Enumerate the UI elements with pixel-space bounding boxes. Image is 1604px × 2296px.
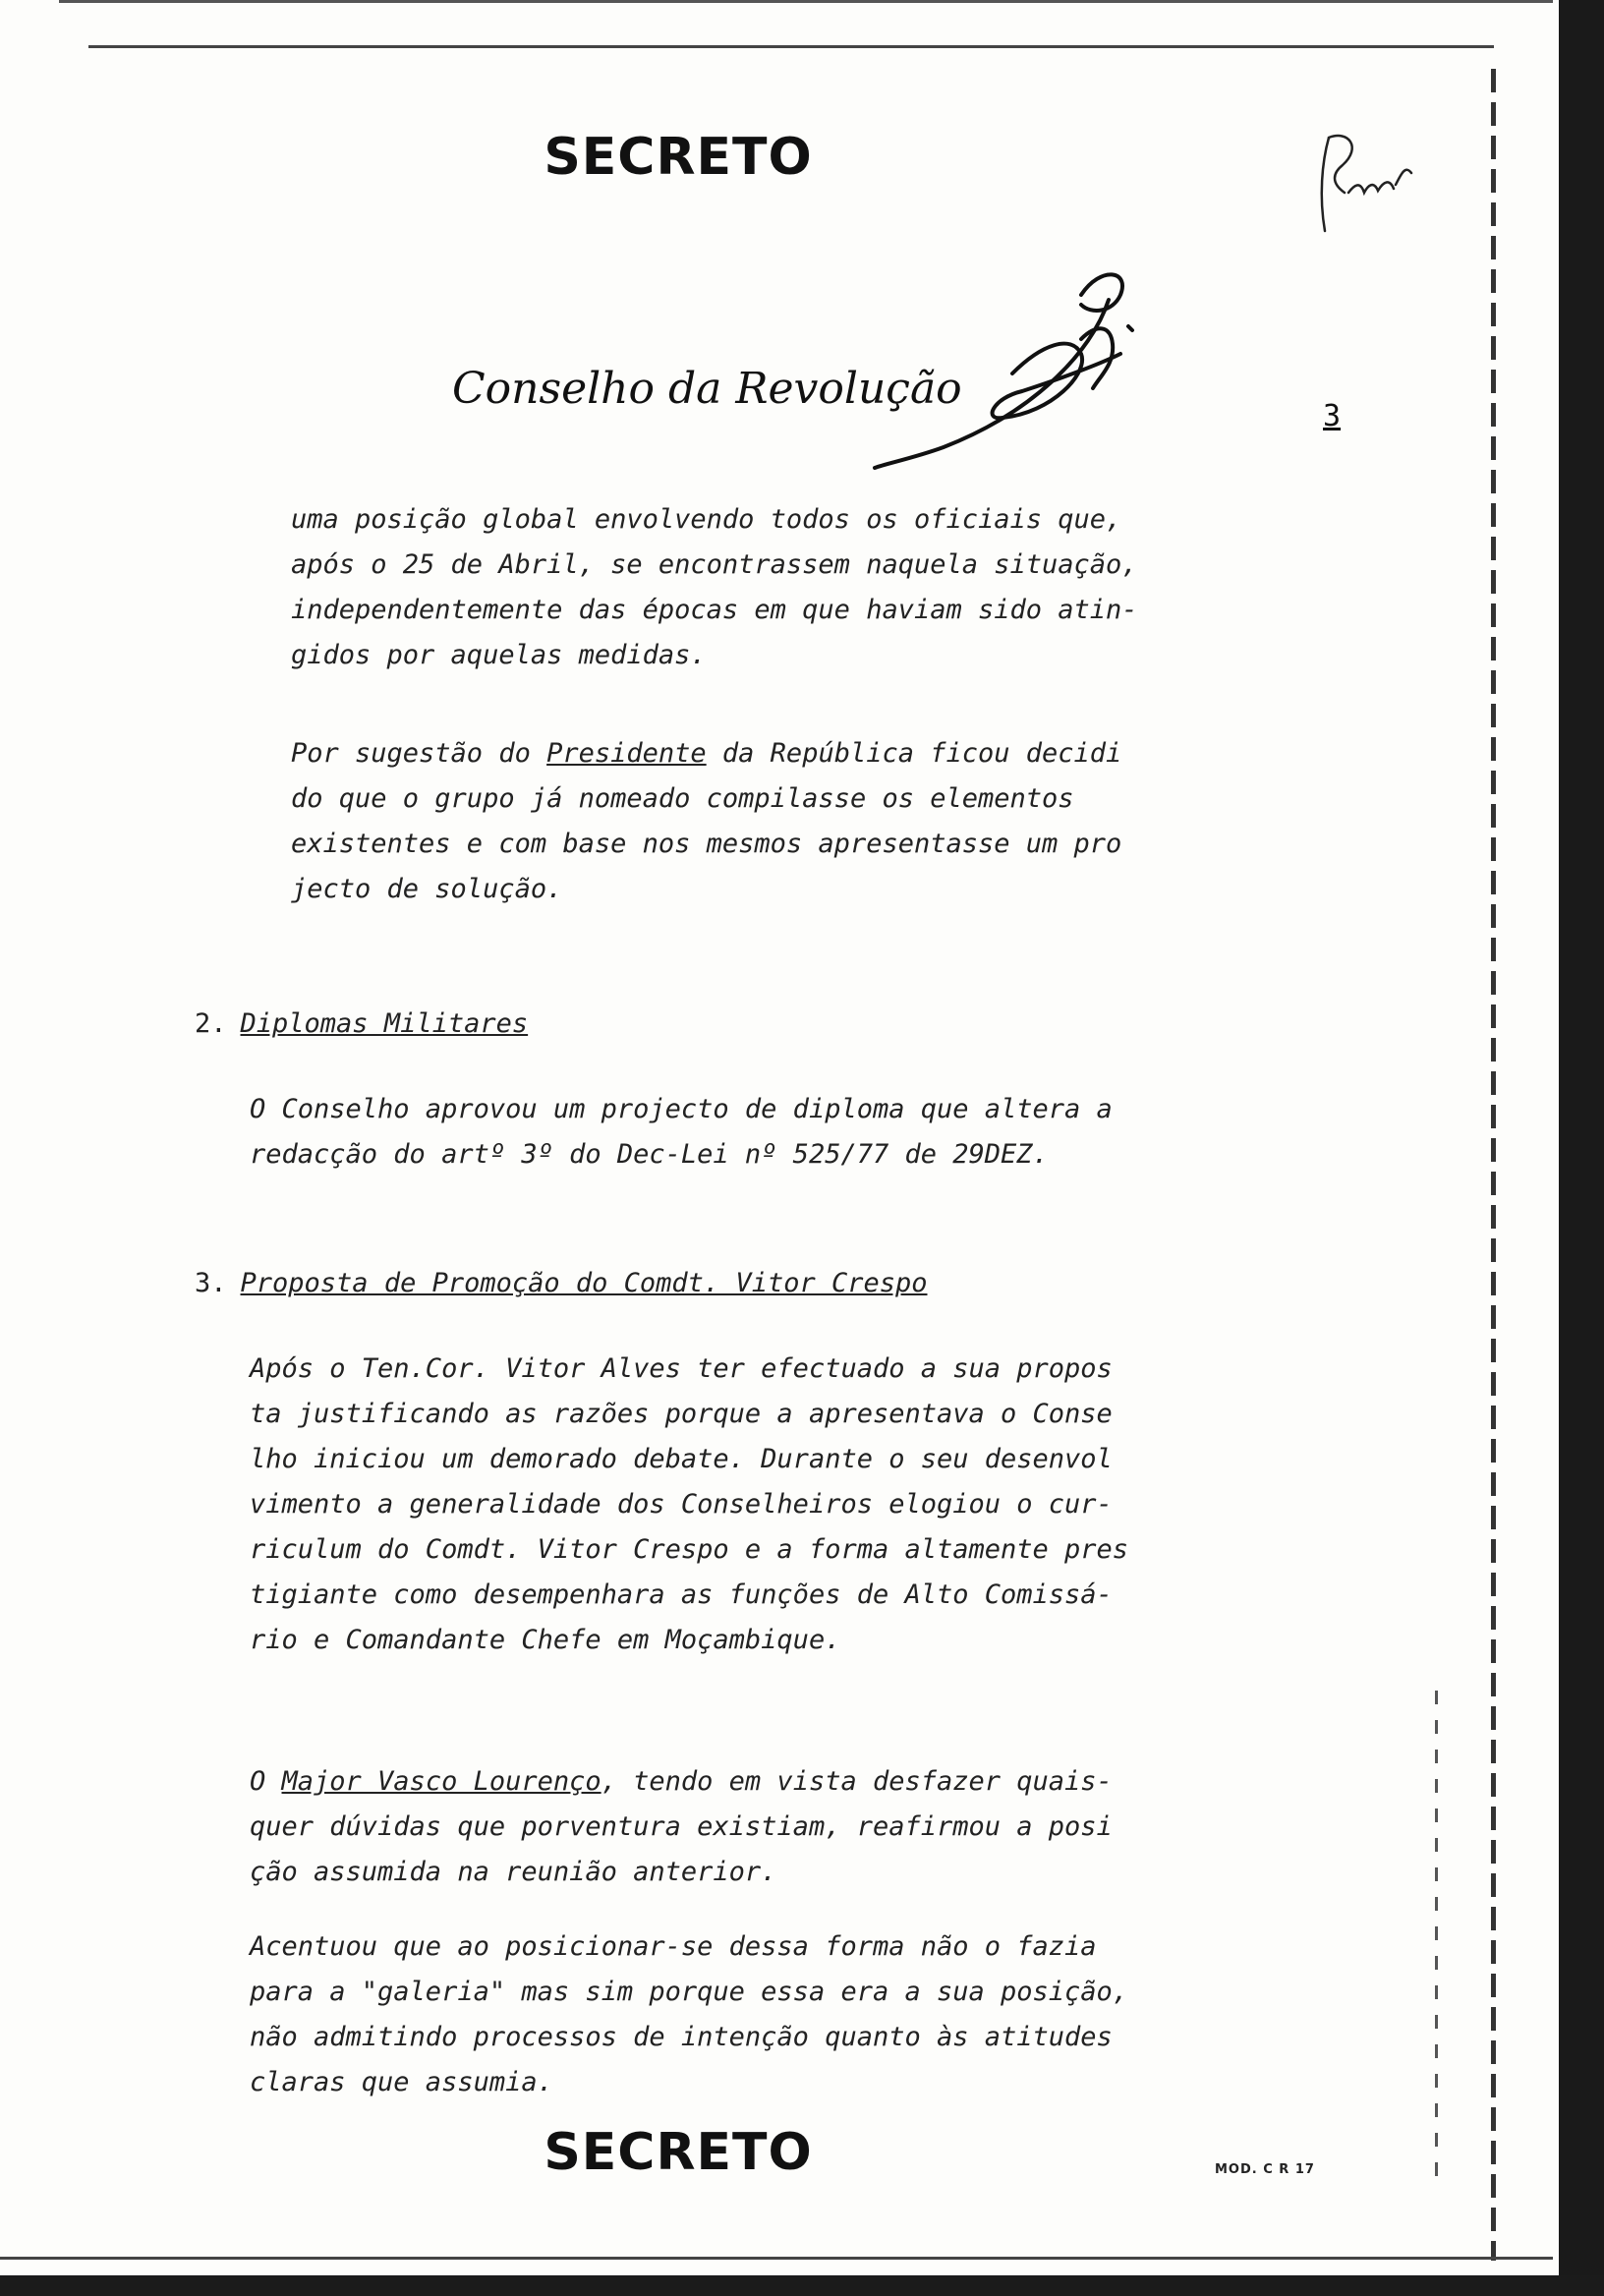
text-line: para a "galeria" mas sim porque essa era a sua posição, — [250, 1977, 1129, 2007]
text-line — [250, 1759, 1291, 1805]
form-code: MOD. C R 17 — [1215, 2162, 1315, 2177]
text-line: vimento a generalidade dos Conselheiros elogiou o cur- — [250, 1489, 1113, 1520]
text-line: O Conselho aprovou um projecto de diploma que altera a — [250, 1094, 1113, 1124]
section-title: Proposta de Promoção do Comdt. Vitor Crespo — [240, 1268, 928, 1298]
text-fragment: Por sugestão do — [291, 738, 547, 769]
text-fragment: da República ficou decidi — [706, 738, 1122, 769]
paragraph-proposta — [250, 1347, 1291, 1663]
text-fragment: O — [250, 1766, 282, 1797]
paragraph-global-position — [291, 497, 1284, 678]
text-line: rio e Comandante Chefe em Moçambique. — [250, 1625, 841, 1655]
institution-letterhead: Conselho da Revolução — [452, 364, 962, 414]
section-title: Diplomas Militares — [240, 1008, 529, 1039]
text-line: uma posição global envolvendo todos os oficiais que, — [291, 504, 1122, 535]
section-heading-proposta — [195, 1268, 928, 1298]
text-line: existentes e com base nos mesmos apresentasse um pro — [291, 829, 1122, 859]
footer-classification-stamp: SECRETO — [544, 2123, 813, 2182]
text-line: claras que assumia. — [250, 2067, 553, 2097]
initials-top-right — [1322, 136, 1411, 231]
section-number: 3. — [195, 1268, 227, 1298]
text-line: ção assumida na reunião anterior. — [250, 1857, 777, 1887]
paragraph-sugestao — [291, 731, 1284, 912]
header-classification-stamp: SECRETO — [544, 128, 813, 187]
page-number: 3 — [1323, 399, 1342, 433]
text-line: não admitindo processos de intenção quanto às atitudes — [250, 2022, 1113, 2052]
text-line: ta justificando as razões porque a apresentava o Conse — [250, 1399, 1113, 1429]
text-line: jecto de solução. — [291, 874, 563, 904]
paragraph-acentuou — [250, 1924, 1291, 2105]
text-line: Acentuou que ao posicionar-se dessa forma não o fazia — [250, 1931, 1097, 1962]
section-number: 2. — [195, 1008, 227, 1039]
text-line: quer dúvidas que porventura existiam, reafirmou a posi — [250, 1811, 1113, 1842]
text-line: tigiante como desempenhara as funções de Alto Comissá- — [250, 1579, 1113, 1610]
underlined-text: Major Vasco Lourenço — [281, 1766, 602, 1797]
text-line — [291, 731, 1284, 776]
text-fragment: , tendo em vista desfazer quais- — [601, 1766, 1113, 1797]
paragraph-major-vasco — [250, 1759, 1291, 1895]
text-line: independentemente das épocas em que haviam sido atin- — [291, 595, 1138, 625]
text-line: após o 25 de Abril, se encontrassem naquela situação, — [291, 549, 1138, 580]
paragraph-diplomas — [250, 1087, 1291, 1177]
text-line: Após o Ten.Cor. Vitor Alves ter efectuado a sua propos — [250, 1353, 1113, 1384]
underlined-text: Presidente — [546, 738, 707, 769]
section-heading-diplomas — [195, 1008, 528, 1039]
text-line: lho iniciou um demorado debate. Durante o seu desenvol — [250, 1444, 1113, 1474]
text-line: do que o grupo já nomeado compilasse os elementos — [291, 783, 1074, 814]
text-line: riculum do Comdt. Vitor Crespo e a forma altamente pres — [250, 1534, 1129, 1565]
text-line: gidos por aquelas medidas. — [291, 640, 707, 670]
text-line: redacção do artº 3º do Dec-Lei nº 525/77 de 29DEZ. — [250, 1139, 1049, 1170]
